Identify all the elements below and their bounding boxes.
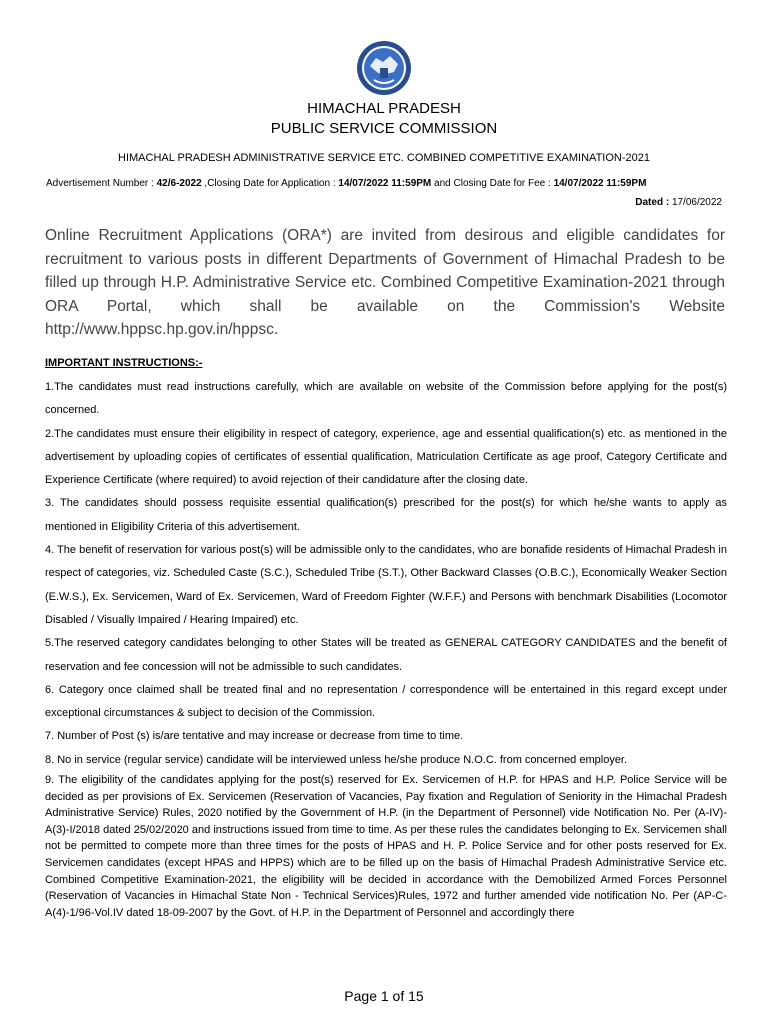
instruction-item-4: 4. The benefit of reservation for various post(s) will be admissible only to the candidates, who are bonafide residents of Himachal Pradesh in respect of categories, viz. Scheduled Caste (S.C.), Scheduled Tribe (S.T.), Other Backward Classes (O.B.C.), Economically Weaker Section (E.W.S.), Ex. Servicemen, Ward of Ex. Servicemen, Ward of Freedom Fighter (W.F.F.) and Persons with benchmark Disabilities (Locomotor Disabled / Visually Impaired / Hearing Impaired) etc. [45,544,727,626]
dated-label: Dated : [635,197,672,208]
instruction-item-2: 2.The candidates must ensure their eligibility in respect of category, experience, age and essential qualification(s) etc. as mentioned in the advertisement by uploading copies of certificates of essential qualification, Matriculation Certificate as age proof, Category Certificate and Experience Certificate (where required) to avoid rejection of their candidature after the closing date. [45,427,727,487]
advertisement-details [46,178,726,189]
org-name-line1: HIMACHAL PRADESH [307,100,461,117]
adv-number-label: Advertisement Number : [46,178,157,189]
commission-seal-logo [356,40,412,96]
dated-value: 17/06/2022 [671,197,722,208]
instructions-list [45,376,727,921]
closing-app-date: 14/07/2022 11:59PM [338,178,432,189]
instructions-heading: IMPORTANT INSTRUCTIONS:- [45,357,203,369]
exam-title: HIMACHAL PRADESH ADMINISTRATIVE SERVICE ETC. COMBINED COMPETITIVE EXAMINATION-2021 [118,152,650,164]
closing-app-label: ,Closing Date for Application : [201,178,339,189]
instruction-item-6: 6. Category once claimed shall be treated final and no representation / correspondence will be entertained in this regard except under exceptional circumstances & subject to decision of the Commission. [45,683,727,720]
adv-number: 42/6-2022 [156,178,202,189]
instruction-item-1: 1.The candidates must read instructions carefully, which are available on website of the Commission before applying for the post(s) concerned. [45,381,727,417]
closing-fee-date: 14/07/2022 11:59PM [553,178,647,189]
instruction-item-9: 9. The eligibility of the candidates applying for the post(s) reserved for Ex. Servicemen of H.P. for HPAS and H.P. Police Service will be decided as per provisions of Ex. Servicemen (Reservation of Vacancies, Pay fixation and Regulation of Seniority in the Himachal Pradesh Administrative Service) Rules, 2020 notified by the Government of H.P. (in the Department of Personnel) vide Notification No. Per (A-IV)-A(3)-I/2018 dated 25/02/2020 and instructions issued from time to time. As per these rules the candidates belonging to Ex. Servicemen shall not be permitted to compete more than three times for the posts of HPAS and H. P. Police Service and for other posts reserved for Ex. Servicemen candidates (except HPAS and HPPS) which are to be filled up on the basis of Himachal Pradesh Administrative Service etc. Combined Competitive Examination-2021, the eligibility will be decided in accordance with the Demobilized Armed Forces Personnel (Reservation of Vacancies in Himachal State Non - Technical Services)Rules, 1972 and further amended vide notification No. Per (AP-C-A(4)-1/96-Vol.IV dated 18-09-2007 by the Govt. of H.P. in the Department of Personnel and accordingly there [45,774,727,919]
instruction-item-8: 8. No in service (regular service) candidate will be interviewed unless he/she produce N.O.C. from concerned employer. [45,753,628,766]
closing-fee-label: and Closing Date for Fee : [431,178,554,189]
instruction-item-7: 7. Number of Post (s) is/are tentative and may increase or decrease from time to time. [45,730,464,743]
dated-line [635,197,722,208]
instruction-item-3: 3. The candidates should possess requisite essential qualification(s) prescribed for the post(s) for which he/she wants to apply as mentioned in Eligibility Criteria of this advertisement. [45,497,727,533]
page-number: Page 1 of 15 [344,988,424,1004]
intro-paragraph: Online Recruitment Applications (ORA*) are invited from desirous and eligible candidates for recruitment to various posts in different Departments of Government of Himachal Pradesh to be filled up through H.P. Administrative Service etc. Combined Competitive Examination-2021 through ORA Portal, which shall be available on the Commission's Website http://www.hppsc.hp.gov.in/hppsc. [45,227,725,338]
org-name-line2: PUBLIC SERVICE COMMISSION [270,120,498,137]
instruction-item-5: 5.The reserved category candidates belonging to other States will be treated as GENERAL CATEGORY CANDIDATES and the benefit of reservation and fee concession will not be admissible to such candidates. [45,637,727,673]
